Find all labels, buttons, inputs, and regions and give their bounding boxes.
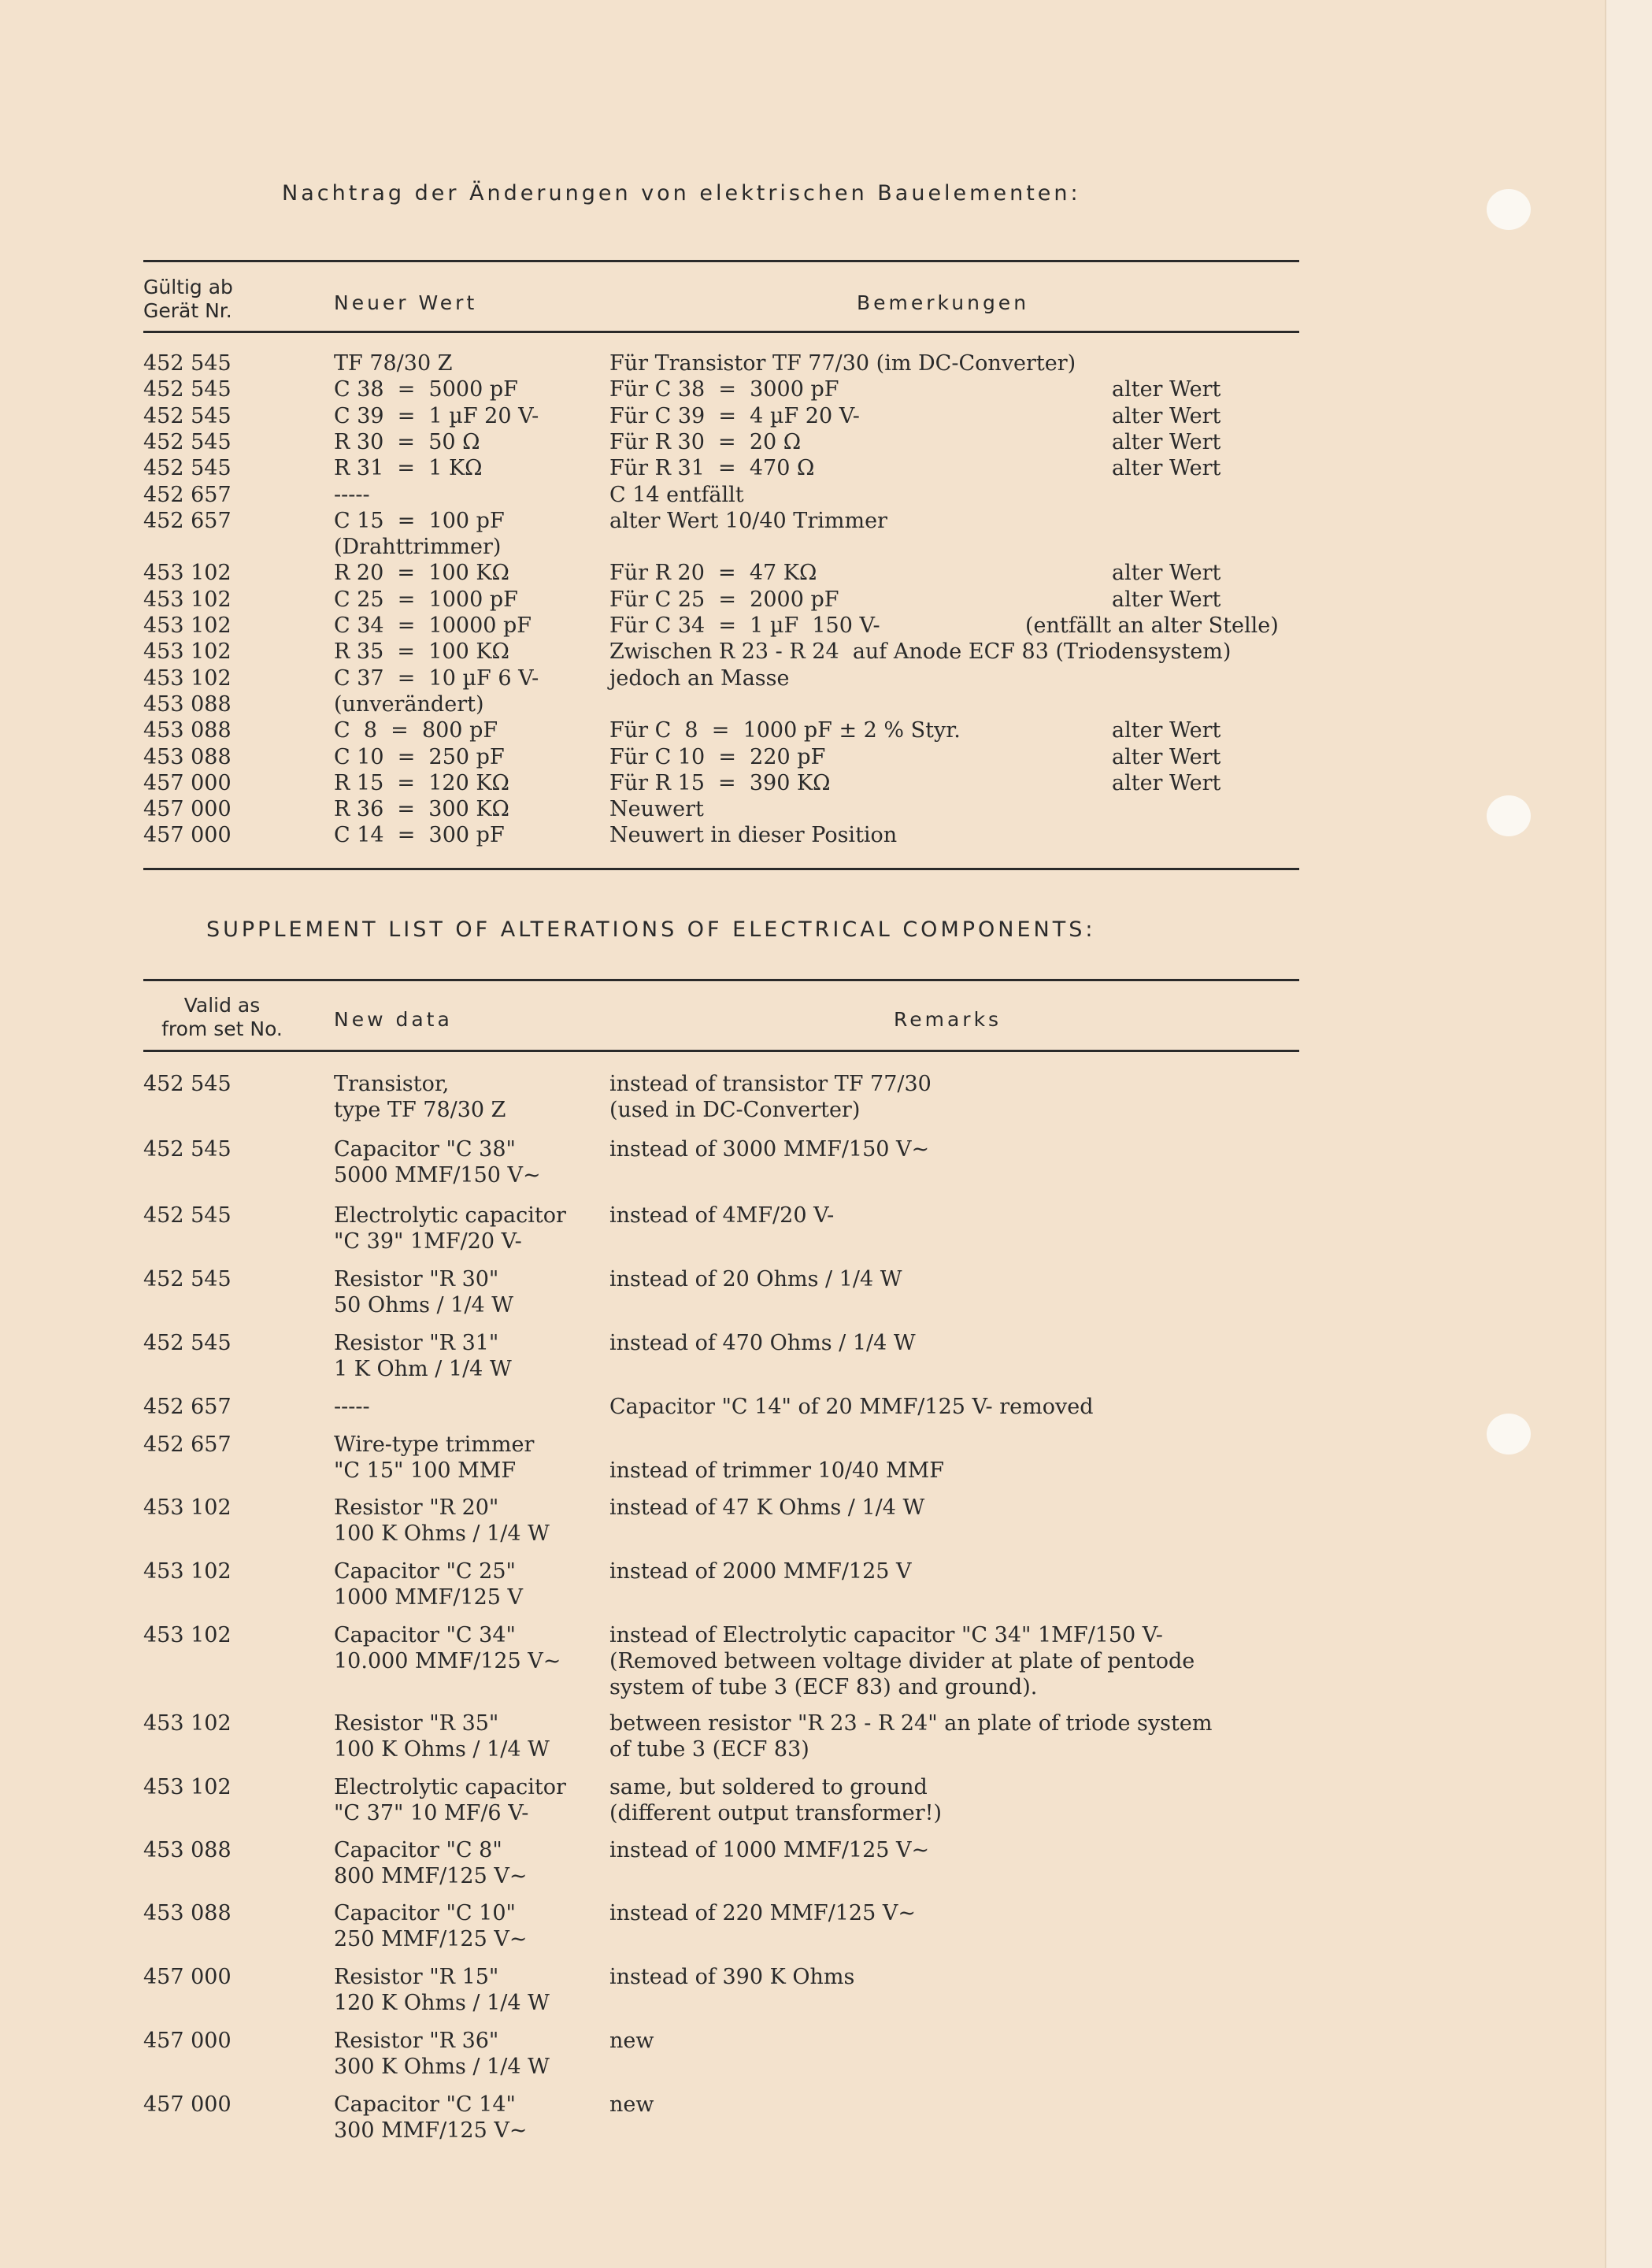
remark-cell: Für R 20 = 47 KΩ: [609, 561, 817, 586]
english-top-rule: [143, 979, 1299, 981]
old-value-cell: alter Wert: [1112, 744, 1221, 769]
german-header-new-value: Neuer Wert: [334, 291, 478, 314]
remark-cell: new: [609, 2092, 654, 2117]
new-value-cell: (unverändert): [334, 691, 484, 717]
english-header-remarks: Remarks: [894, 1008, 1002, 1031]
valid-from-cell: 452 545: [143, 377, 232, 402]
german-header-remarks: Bemerkungen: [857, 291, 1030, 314]
new-value-cell: R 36 = 300 KΩ: [334, 797, 509, 822]
valid-from-cell: 453 102: [143, 1495, 232, 1520]
valid-from-cell: 452 657: [143, 1395, 232, 1419]
valid-from-cell: 457 000: [143, 2092, 232, 2117]
remark-cell: Für C 34 = 1 µF 150 V-: [609, 613, 880, 638]
old-value-cell: alter Wert: [1112, 587, 1221, 612]
remark-cell: Für C 38 = 3000 pF: [609, 377, 839, 402]
new-data-cell: Resistor "R 30" 50 Ohms / 1/4 W: [334, 1267, 513, 1317]
new-data-cell: Capacitor "C 8" 800 MMF/125 V~: [334, 1838, 528, 1888]
page-edge: [1605, 0, 1652, 2268]
valid-from-cell: 457 000: [143, 797, 232, 822]
valid-from-cell: 453 102: [143, 665, 232, 691]
remark-cell: Für Transistor TF 77/30 (im DC-Converter): [609, 351, 1076, 376]
remark-cell: Für R 15 = 390 KΩ: [609, 770, 831, 795]
remark-cell: between resistor "R 23 - R 24" an plate of triode system of tube 3 (ECF 83): [609, 1711, 1213, 1762]
valid-from-cell: 453 088: [143, 744, 232, 769]
new-value-cell: C 39 = 1 µF 20 V-: [334, 403, 539, 428]
valid-from-cell: 457 000: [143, 823, 232, 848]
new-value-cell: C 14 = 300 pF: [334, 823, 505, 848]
valid-from-cell: 452 545: [143, 1137, 232, 1162]
new-data-cell: Capacitor "C 10" 250 MMF/125 V~: [334, 1901, 528, 1951]
new-value-cell: C 15 = 100 pF: [334, 508, 505, 533]
valid-from-cell: 452 545: [143, 351, 232, 376]
old-value-cell: alter Wert: [1112, 403, 1221, 428]
new-data-cell: Capacitor "C 14" 300 MMF/125 V~: [334, 2092, 528, 2143]
new-data-cell: -----: [334, 1395, 370, 1419]
valid-from-cell: 453 088: [143, 1838, 232, 1862]
valid-from-cell: 457 000: [143, 2029, 232, 2053]
valid-from-cell: 453 102: [143, 613, 232, 638]
remark-cell: instead of 1000 MMF/125 V~: [609, 1838, 930, 1862]
remark-cell: instead of 20 Ohms / 1/4 W: [609, 1267, 902, 1292]
valid-from-cell: 453 102: [143, 561, 232, 586]
new-value-cell: C 10 = 250 pF: [334, 744, 505, 769]
new-data-cell: Wire-type trimmer "C 15" 100 MMF: [334, 1432, 535, 1483]
old-value-cell: (entfällt an alter Stelle): [1025, 613, 1279, 638]
remark-cell: Für C 25 = 2000 pF: [609, 587, 839, 612]
german-title: Nachtrag der Änderungen von elektrischen Bauelementen:: [282, 181, 1081, 206]
remark-cell: jedoch an Masse: [609, 665, 790, 691]
new-value-cell: R 15 = 120 KΩ: [334, 770, 509, 795]
german-top-rule: [143, 260, 1299, 262]
old-value-cell: alter Wert: [1112, 770, 1221, 795]
german-header-rule: [143, 331, 1299, 333]
punch-hole: [1487, 1414, 1531, 1455]
remark-cell: instead of 220 MMF/125 V~: [609, 1901, 916, 1925]
new-value-cell: R 20 = 100 KΩ: [334, 561, 509, 586]
new-data-cell: Resistor "R 35" 100 K Ohms / 1/4 W: [334, 1711, 550, 1762]
english-header-new-data: New data: [334, 1008, 453, 1031]
new-data-cell: Resistor "R 20" 100 K Ohms / 1/4 W: [334, 1495, 550, 1546]
remark-cell: Für R 31 = 470 Ω: [609, 456, 815, 481]
new-value-cell: C 38 = 5000 pF: [334, 377, 518, 402]
valid-from-cell: 452 545: [143, 1331, 232, 1355]
new-data-cell: Electrolytic capacitor "C 39" 1MF/20 V-: [334, 1203, 566, 1254]
valid-from-cell: 453 102: [143, 1711, 232, 1736]
valid-from-cell: 452 657: [143, 1432, 232, 1457]
valid-from-cell: 453 088: [143, 691, 232, 717]
german-bottom-rule: [143, 868, 1299, 870]
old-value-cell: alter Wert: [1112, 561, 1221, 586]
german-header-valid-from: Gültig ab Gerät Nr.: [143, 276, 233, 322]
new-data-cell: Capacitor "C 34" 10.000 MMF/125 V~: [334, 1623, 561, 1673]
remark-cell: instead of 47 K Ohms / 1/4 W: [609, 1495, 925, 1520]
remark-cell: alter Wert 10/40 Trimmer: [609, 508, 887, 533]
remark-cell: Für C 10 = 220 pF: [609, 744, 826, 769]
new-data-cell: Resistor "R 31" 1 K Ohm / 1/4 W: [334, 1331, 512, 1381]
new-value-cell: R 30 = 50 Ω: [334, 429, 480, 454]
new-value-cell: (Drahttrimmer): [334, 535, 502, 560]
valid-from-cell: 452 657: [143, 482, 232, 507]
new-value-cell: C 8 = 800 pF: [334, 718, 498, 743]
valid-from-cell: 453 102: [143, 1623, 232, 1647]
valid-from-cell: 453 102: [143, 587, 232, 612]
remark-cell: Neuwert: [609, 797, 704, 822]
valid-from-cell: 453 088: [143, 1901, 232, 1925]
valid-from-cell: 453 102: [143, 1775, 232, 1799]
new-value-cell: R 31 = 1 KΩ: [334, 456, 483, 481]
remark-cell: instead of 470 Ohms / 1/4 W: [609, 1331, 916, 1355]
old-value-cell: alter Wert: [1112, 718, 1221, 743]
valid-from-cell: 452 545: [143, 403, 232, 428]
remark-cell: instead of Electrolytic capacitor "C 34" 1MF/150 V- (Removed between voltage divider at plate of pentode system of tube 3 (ECF 83) and ground).: [609, 1623, 1195, 1699]
punch-hole: [1487, 795, 1531, 836]
remark-cell: Neuwert in dieser Position: [609, 823, 898, 848]
valid-from-cell: 453 088: [143, 718, 232, 743]
new-data-cell: Resistor "R 36" 300 K Ohms / 1/4 W: [334, 2029, 550, 2079]
new-value-cell: -----: [334, 482, 370, 507]
old-value-cell: alter Wert: [1112, 377, 1221, 402]
new-value-cell: C 34 = 10000 pF: [334, 613, 532, 638]
remark-cell: instead of 2000 MMF/125 V: [609, 1559, 912, 1584]
valid-from-cell: 452 545: [143, 1267, 232, 1292]
valid-from-cell: 452 545: [143, 429, 232, 454]
valid-from-cell: 452 545: [143, 1203, 232, 1228]
new-data-cell: Transistor, type TF 78/30 Z: [334, 1072, 506, 1122]
remark-cell: Für C 39 = 4 µF 20 V-: [609, 403, 860, 428]
remark-cell: same, but soldered to ground (different output transformer!): [609, 1775, 943, 1825]
valid-from-cell: 452 545: [143, 1072, 232, 1096]
remark-cell: Capacitor "C 14" of 20 MMF/125 V- removed: [609, 1395, 1094, 1419]
valid-from-cell: 453 102: [143, 639, 232, 665]
english-header-valid-from: Valid as from set No.: [161, 994, 283, 1040]
new-value-cell: C 37 = 10 µF 6 V-: [334, 665, 539, 691]
remark-cell: new: [609, 2029, 654, 2053]
remark-cell: instead of 3000 MMF/150 V~: [609, 1137, 930, 1162]
remark-cell: instead of transistor TF 77/30 (used in DC-Converter): [609, 1072, 932, 1122]
remark-cell: C 14 entfällt: [609, 482, 744, 507]
remark-cell: instead of trimmer 10/40 MMF: [609, 1458, 944, 1483]
new-value-cell: R 35 = 100 KΩ: [334, 639, 509, 665]
new-data-cell: Electrolytic capacitor "C 37" 10 MF/6 V-: [334, 1775, 566, 1825]
english-header-rule: [143, 1050, 1299, 1052]
remark-cell: Für C 8 = 1000 pF ± 2 % Styr.: [609, 718, 961, 743]
new-data-cell: Capacitor "C 25" 1000 MMF/125 V: [334, 1559, 524, 1610]
remark-cell: Für R 30 = 20 Ω: [609, 429, 802, 454]
new-value-cell: C 25 = 1000 pF: [334, 587, 518, 612]
old-value-cell: alter Wert: [1112, 456, 1221, 481]
old-value-cell: alter Wert: [1112, 429, 1221, 454]
new-data-cell: Resistor "R 15" 120 K Ohms / 1/4 W: [334, 1965, 550, 2015]
valid-from-cell: 457 000: [143, 770, 232, 795]
valid-from-cell: 452 545: [143, 456, 232, 481]
valid-from-cell: 457 000: [143, 1965, 232, 1989]
new-data-cell: Capacitor "C 38" 5000 MMF/150 V~: [334, 1137, 541, 1188]
remark-cell: Zwischen R 23 - R 24 auf Anode ECF 83 (Triodensystem): [609, 639, 1232, 665]
valid-from-cell: 452 657: [143, 508, 232, 533]
valid-from-cell: 453 102: [143, 1559, 232, 1584]
new-value-cell: TF 78/30 Z: [334, 351, 453, 376]
remark-cell: instead of 390 K Ohms: [609, 1965, 855, 1989]
english-title: SUPPLEMENT LIST OF ALTERATIONS OF ELECTRICAL COMPONENTS:: [206, 917, 1096, 942]
remark-cell: instead of 4MF/20 V-: [609, 1203, 835, 1228]
